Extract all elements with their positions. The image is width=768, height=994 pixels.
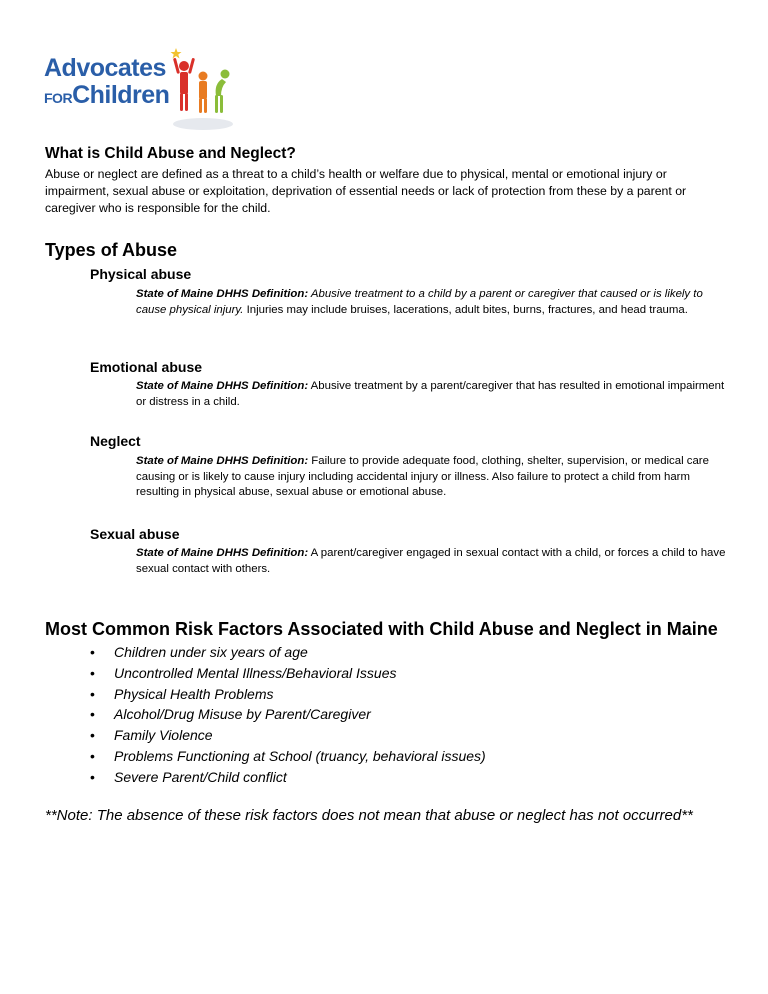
list-item: [90, 704, 486, 725]
star-icon: [171, 48, 182, 59]
definition-lead: State of Maine DHHS Definition:: [136, 288, 309, 300]
list-item: [90, 725, 486, 746]
definition-text: Abusive treatment by a parent/caregiver that has resulted in emotional impairment or distress in a child.: [136, 380, 725, 408]
definition-physical: [136, 287, 726, 318]
list-item: [90, 684, 486, 705]
disclaimer-note: **Note: The absence of these risk factors does not mean that abuse or neglect has not occurred**: [45, 807, 693, 824]
logo-wordmark: [44, 56, 169, 108]
logo-line-children: [44, 83, 169, 108]
list-item: [90, 746, 486, 767]
definition-lead: State of Maine DHHS Definition:: [136, 380, 309, 392]
list-item-text: Uncontrolled Mental Illness/Behavioral Issues: [114, 664, 397, 681]
type-heading-emotional: Emotional abuse: [90, 359, 203, 375]
definition-text: Failure to provide adequate food, clothing, shelter, supervision, or medical care causing or is likely to cause injury including accidental injury or illness. Also failure to protect a child from harm resulting in physical abuse, sexual abuse or emotional abuse.: [136, 455, 709, 498]
type-heading-neglect: Neglect: [90, 433, 141, 449]
advocates-for-children-logo: [44, 46, 244, 138]
type-heading-sexual: Sexual abuse: [90, 526, 180, 542]
definition-italic-text: Abusive treatment to a child by a parent or caregiver that caused or is likely to cause physical injury.: [136, 288, 703, 316]
definition-emotional: [136, 379, 726, 410]
list-item-text: Family Violence: [114, 727, 213, 744]
logo-children: Children: [72, 81, 170, 109]
list-item-text: Physical Health Problems: [114, 685, 274, 702]
bullet-icon: •: [90, 664, 95, 681]
list-item: [90, 767, 486, 788]
bullet-icon: •: [90, 706, 95, 723]
logo-line-advocates: Advocates: [44, 54, 166, 82]
list-item-text: Alcohol/Drug Misuse by Parent/Caregiver: [114, 706, 371, 723]
list-item-text: Severe Parent/Child conflict: [114, 768, 287, 785]
intro-paragraph: Abuse or neglect are defined as a threat to a child’s health or welfare due to physical, mental or emotional injury or impairment, sexual abuse or exploitation, deprivation of essential needs or lack of protection from these by a parent or caregiver who is responsible for the child.: [45, 167, 687, 215]
list-item: [90, 642, 486, 663]
logo-for: FOR: [44, 90, 73, 106]
risk-factor-list: [90, 642, 486, 788]
bullet-icon: •: [90, 644, 95, 660]
list-item-text: Problems Functioning at School (truancy, behavioral issues): [114, 747, 486, 764]
type-heading-physical: Physical abuse: [90, 266, 192, 282]
list-item: [90, 663, 486, 684]
green-child-figure: [215, 70, 230, 114]
bullet-icon: •: [90, 768, 95, 785]
children-figures-icon: [170, 46, 240, 136]
logo-reflection: [173, 118, 233, 130]
definition-sexual: [136, 546, 726, 577]
definition-text: A parent/caregiver engaged in sexual contact with a child, or forces a child to have sexual contact with others.: [136, 547, 726, 575]
definition-lead: State of Maine DHHS Definition:: [136, 547, 309, 559]
section-title-types: Types of Abuse: [45, 240, 178, 260]
red-child-figure: [173, 58, 195, 111]
definition-lead: State of Maine DHHS Definition:: [136, 455, 309, 467]
definition-neglect: [136, 454, 726, 501]
section-title-risk-factors: Most Common Risk Factors Associated with Child Abuse and Neglect in Maine: [45, 619, 718, 639]
definition-text: Injuries may include bruises, lacerations, adult bites, burns, fractures, and head trauma.: [243, 303, 688, 316]
list-item-text: Children under six years of age: [114, 644, 308, 660]
section-title-what-is: What is Child Abuse and Neglect?: [45, 145, 296, 162]
bullet-icon: •: [90, 727, 95, 744]
bullet-icon: •: [90, 685, 95, 702]
orange-child-figure: [199, 72, 208, 114]
bullet-icon: •: [90, 747, 95, 764]
